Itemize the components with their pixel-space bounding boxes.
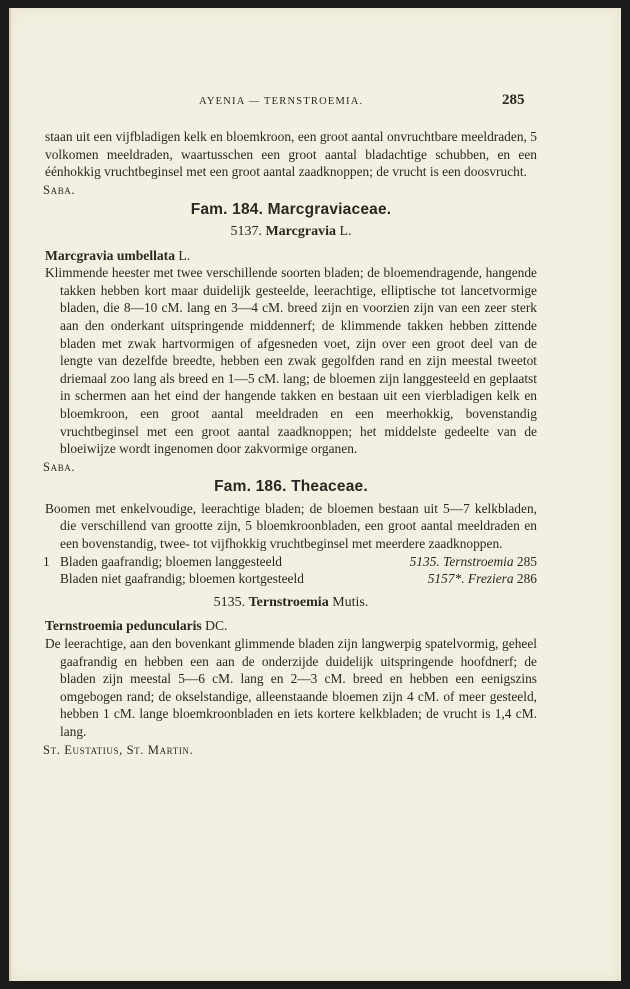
family-heading-marcgraviaceae: Fam. 184. Marcgraviaceae. <box>190 201 392 219</box>
genus-name: Marcgravia <box>265 223 336 239</box>
key-ref-number: 5157*. <box>427 571 465 587</box>
species-locality: St. Eustatius, St. Martin. <box>43 742 194 757</box>
key-text: Bladen gaafrandig; bloemen langgesteeld <box>60 553 282 569</box>
species-author: L. <box>178 247 191 263</box>
key-ref-genus: Ternstroemia <box>443 553 514 569</box>
species-locality: Saba. <box>43 459 76 474</box>
key-row <box>45 570 537 588</box>
key-ref-page: 285 <box>516 553 537 569</box>
key-text: Bladen niet gaafrandig; bloemen kortgesteeld <box>60 571 304 587</box>
genus-author: L. <box>339 223 352 239</box>
running-head-title: AYENIA — TERNSTROEMIA. <box>199 96 364 107</box>
key-ref-page: 286 <box>516 571 537 587</box>
book-page <box>9 8 621 981</box>
key-ref-genus: Freziera <box>467 571 514 587</box>
genus-heading-marcgravia <box>45 223 537 241</box>
page-spine-shadow <box>9 8 13 981</box>
family-heading-theaceae: Fam. 186. Theaceae. <box>214 478 368 496</box>
species-description: Klimmende heester met twee verschillende soorten bladen; de bloemendragende, hangende takken hebben kort maar duidelijk gesteelde, leerachtige, elliptische tot lancetvormige bladen, die 8—10 cM. lang en 3—4 cM. breed zijn en voorzien zijn van een zeer sterk aan den onderkant uitspringende middennerf; de klimmende takken hebben zittende bladen met zwak hartvormigen of afgesneden voet, zijn over een groot deel van de lengte van dezelfde breedte, hebben een zwak gegolfden rand en zijn meestal tweetot driemaal zoo lang als breed en 1—5 cM. lang; de bloemen zijn langgesteeld en geplaatst in schermen aan het eind der hangende takken en bestaan uit een vierbladigen kelk en bloemkroon, een groot aantal meeldraden en een meerhokkig, bovenstandig vruchtbeginsel met een groot aantal zaadknoppen; het middelste gedeelte van de bloeiwijze wordt ingenomen door zakvormige organen. <box>45 265 537 457</box>
intro-paragraph: staan uit een vijfbladigen kelk en bloemkroon, een groot aantal onvruchtbare meeldraden, 5 volkomen meeldraden, waartusschen een groot aantal bladachtige schubben, en een éénhokkig vruchtbeginsel met een groot aantal zaadknoppen; de vrucht is een doosvrucht. <box>45 129 537 180</box>
species-author: DC. <box>205 618 228 634</box>
key-number: 1 <box>43 553 50 569</box>
key-reference <box>428 570 537 588</box>
genus-heading-ternstroemia <box>45 594 537 612</box>
species-heading-marcgravia-umbellata <box>45 247 537 265</box>
genus-number: 5137. <box>230 223 262 239</box>
species-heading-ternstroemia-peduncularis <box>45 617 537 635</box>
genus-name: Ternstroemia <box>248 594 329 610</box>
key-reference <box>410 553 537 571</box>
species-name: Marcgravia umbellata <box>45 247 175 263</box>
species-description: De leerachtige, aan den bovenkant glimmende bladen zijn langwerpig spatelvormig, geheel gaafrandig en hebben een aan de onderzijde duidelijk uitspringende hoofdnerf; de bladen zijn meestal 5—6 cM. lang en 2—3 cM. breed en hebben een eenigszins omgebogen rand; de okselstandige, alleenstaande bloemen zijn 4 cM. of meer gesteeld, hebben 1 cM. lange bloemkroonbladen en iets kortere kelkbladen; de vrucht is 1,4 cM. lang. <box>45 636 537 739</box>
genus-number: 5135. <box>213 594 246 610</box>
page-number: 285 <box>502 92 525 108</box>
intro-locality: Saba. <box>43 182 76 197</box>
species-name: Ternstroemia peduncularis <box>45 618 202 634</box>
key-ref-number: 5135. <box>409 553 440 569</box>
family-description: Boomen met enkelvoudige, leerachtige bladen; de bloemen bestaan uit 5—7 kelkbladen, die verschillend van grootte zijn, 5 bloemkroonbladen, een groot aantal meeldraden en een bovenstandig, twee- tot vijfhokkig vruchtbeginsel met meerdere zaadknoppen. <box>45 500 537 552</box>
key-row <box>45 553 537 571</box>
page-content <box>45 128 537 759</box>
genus-author: Mutis. <box>332 594 369 610</box>
